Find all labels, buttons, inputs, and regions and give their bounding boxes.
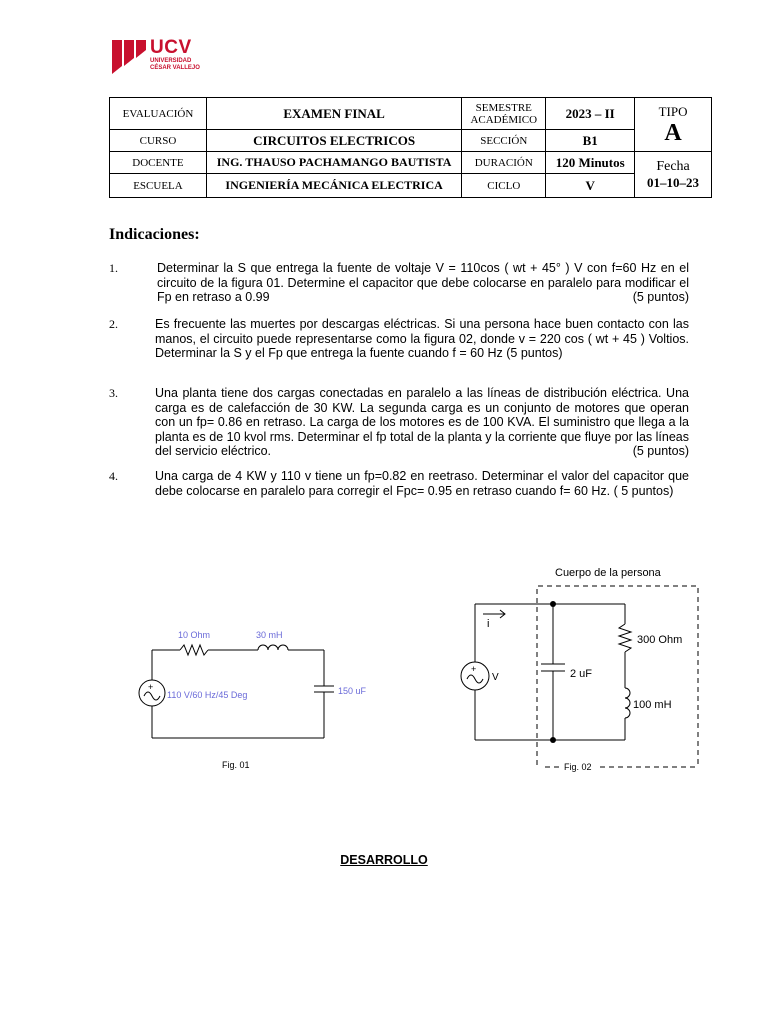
seccion-label: SECCIÓN — [462, 130, 546, 152]
figure-02-circuit — [450, 560, 710, 775]
logo-subtitle-1: UNIVERSIDAD — [150, 58, 192, 64]
semestre-label-2: ACADÉMICO — [470, 113, 538, 126]
question-2 — [109, 317, 689, 361]
fig1-capacitor-label: 150 uF — [338, 686, 367, 696]
fig1-source-plus: + — [148, 682, 154, 692]
fig1-caption: Fig. 01 — [222, 760, 250, 770]
question-points: (5 puntos) — [632, 444, 689, 458]
fig2-inductor-label: 100 mH — [633, 699, 672, 711]
question-3 — [109, 386, 689, 459]
question-text — [155, 317, 689, 361]
question-number: 2. — [109, 317, 118, 331]
question-body: Una carga de 4 KW y 110 v tiene un fp=0.82 en reetraso. Determinar el valor del capacitor que debe colocarse en paralelo para corregir el Fpc= 0.95 en retraso cuando f= 60 Hz. ( 5 puntos) — [155, 469, 689, 498]
question-body: Es frecuente las muertes por descargas eléctricas. Si una persona hace buen contacto con las manos, el circuito puede representarse como la figura 02, donde v = 220 cos ( wt + 45 ) Voltios. Determinar la S y el Fp que entrega la fuente cuando f = 60 Hz (5 puntos) — [155, 317, 689, 360]
semestre-label — [462, 98, 546, 130]
duracion-value: 120 Minutos — [546, 152, 635, 174]
question-text — [157, 261, 689, 305]
logo-name: UCV — [150, 37, 192, 58]
semestre-value: 2023 – II — [546, 98, 635, 130]
question-points: (5 puntos) — [632, 290, 689, 304]
question-number: 4. — [109, 469, 118, 483]
ciclo-value: V — [546, 174, 635, 198]
tipo-value: A — [664, 119, 682, 146]
question-body: Determinar la S que entrega la fuente de voltaje V = 110cos ( wt + 45° ) V con f=60 Hz en el circuito de la figura 01. Determine el capacitor que debe colocarse en paralelo para modificar el Fp en retraso a 0.99 — [157, 261, 689, 304]
escuela-label: ESCUELA — [110, 174, 207, 198]
resistor-symbol — [619, 624, 631, 652]
logo-text — [150, 38, 200, 72]
indicaciones-title: Indicaciones: — [109, 226, 200, 243]
question-text — [155, 386, 689, 459]
fig2-current-label: i — [487, 618, 490, 630]
question-body: Una planta tiene dos cargas conectadas en paralelo a las líneas de distribución eléctrica. Una carga es de calefacción de 30 KW. La segunda carga es un conjunto de motores que operan con un fp= 0.86 en retraso. La carga de los motores es de 100 KVA. El suministro que llega a la planta es de 10 kvol rms. Determinar el fp total de la planta y la corriente que fluye por las líneas del servicio eléctrico. — [155, 386, 689, 458]
fig1-resistor-label: 10 Ohm — [178, 630, 211, 640]
curso-value: CIRCUITOS ELECTRICOS — [206, 130, 461, 152]
tipo-cell — [635, 98, 712, 152]
fig2-source-plus: + — [471, 664, 477, 674]
evaluacion-label: EVALUACIÓN — [110, 98, 207, 130]
escuela-value: INGENIERÍA MECÁNICA ELECTRICA — [206, 174, 461, 198]
fig1-inductor-label: 30 mH — [256, 630, 283, 640]
fig2-resistor-label: 300 Ohm — [637, 634, 683, 646]
ciclo-label: CICLO — [462, 174, 546, 198]
docente-value: ING. THAUSO PACHAMANGO BAUTISTA — [206, 152, 461, 174]
docente-label: DOCENTE — [110, 152, 207, 174]
duracion-label: DURACIÓN — [462, 152, 546, 174]
fig2-title: Cuerpo de la persona — [555, 567, 661, 579]
question-text — [155, 469, 689, 498]
semestre-label-1: SEMESTRE — [475, 101, 532, 114]
inductor-symbol — [258, 645, 288, 650]
fig2-caption: Fig. 02 — [564, 762, 592, 772]
fecha-value: 01–10–23 — [647, 174, 700, 190]
question-number: 1. — [109, 261, 118, 275]
curso-label: CURSO — [110, 130, 207, 152]
figure-01-circuit — [130, 620, 370, 750]
inductor-symbol — [625, 688, 630, 718]
question-number: 3. — [109, 386, 118, 400]
logo-subtitle-2: CÉSAR VALLEJO — [150, 65, 200, 71]
seccion-value: B1 — [546, 130, 635, 152]
resistor-symbol — [180, 645, 208, 655]
desarrollo-heading: DESARROLLO — [340, 853, 428, 867]
fig2-source-label: V — [492, 672, 499, 683]
tipo-label: TIPO — [658, 103, 688, 119]
fig1-source-label: 110 V/60 Hz/45 Deg — [167, 690, 248, 700]
question-1 — [109, 261, 689, 305]
question-4 — [109, 469, 689, 498]
evaluacion-value: EXAMEN FINAL — [206, 98, 461, 130]
exam-header-table — [109, 97, 712, 198]
fecha-cell — [635, 152, 712, 198]
fecha-label: Fecha — [656, 158, 690, 174]
fig2-capacitor-label: 2 uF — [570, 668, 593, 680]
